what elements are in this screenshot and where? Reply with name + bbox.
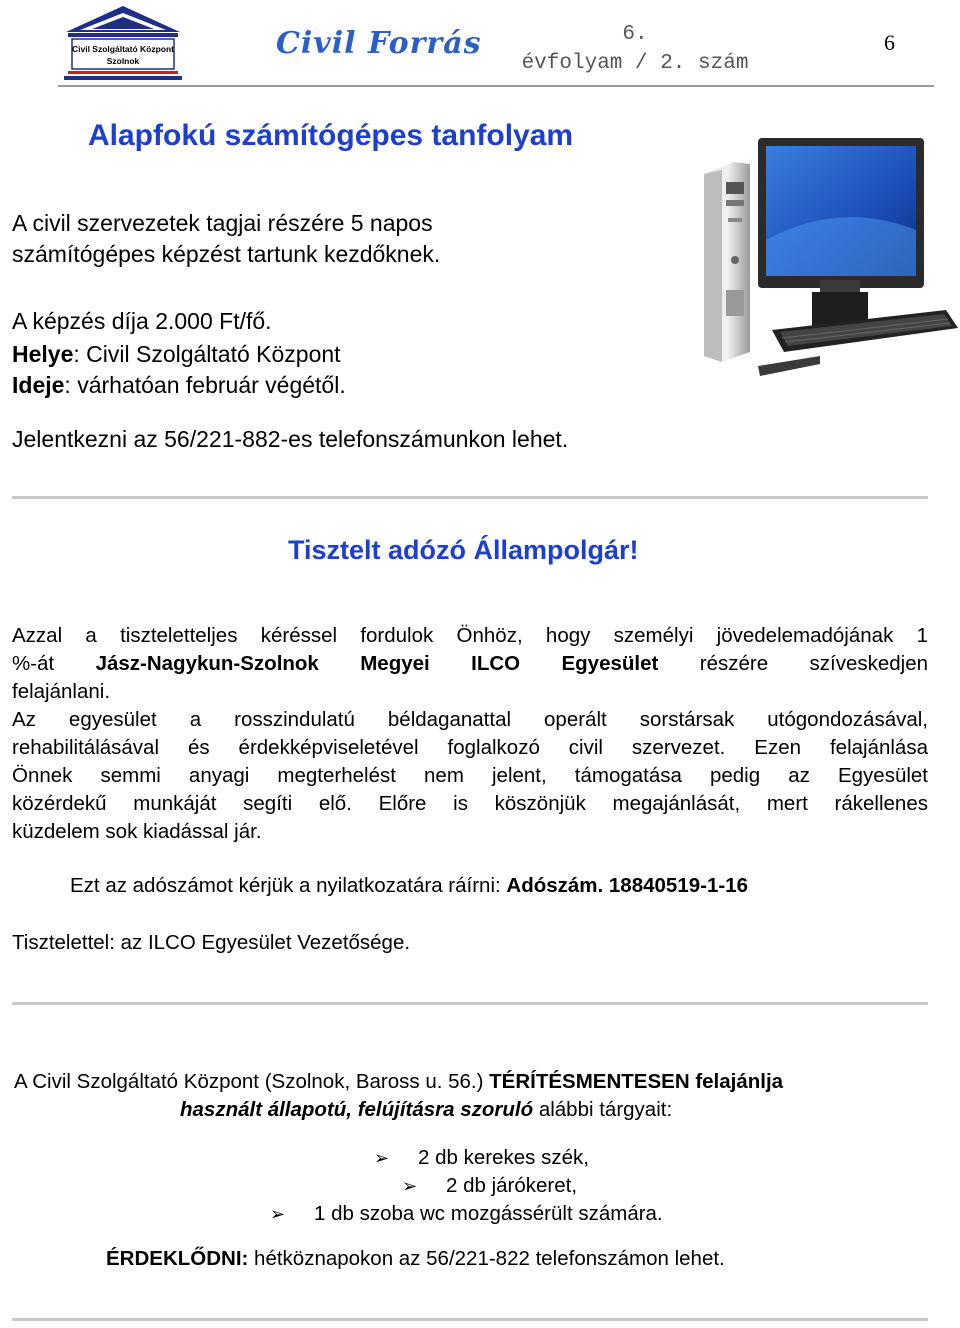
footer-divider [12, 1318, 928, 1321]
course-line-2: számítógépes képzést tartunk kezdőknek. [12, 241, 441, 267]
tax-p1-prefix: %-át [12, 652, 96, 675]
course-place [12, 338, 341, 370]
tax-p2-line-3: Önnek semmi anyagi megterhelést nem jelent, támogatása pedig az Egyesület [12, 764, 928, 787]
offer-condition-emphasis: használt állapotú, felújításra szoruló [180, 1098, 534, 1121]
offer-item-text: 2 db kerekes szék, [418, 1146, 589, 1169]
offer-line-2 [180, 1096, 672, 1124]
section-divider-2 [12, 1002, 928, 1005]
offer-line-1-prefix: A Civil Szolgáltató Központ (Szolnok, Baross u. 56.) [14, 1070, 490, 1093]
tax-p2-line-1: Az egyesület a rosszindulatú béldaganattal operált sorstársak utógondozásával, [12, 708, 928, 731]
tax-p1-line-1: Azzal a tiszteletteljes kéréssel fordulok Önhöz, hogy személyi jövedelemadójának 1 [12, 624, 928, 647]
page-number: 6 [884, 30, 895, 55]
svg-text:Szolnok: Szolnok [106, 56, 140, 66]
arrow-bullet-icon: ➢ [374, 1148, 390, 1169]
offer-contact [106, 1245, 725, 1273]
tax-id-line [70, 872, 748, 900]
tax-heading: Tisztelt adózó Állampolgár! [288, 535, 639, 565]
desktop-computer-image [700, 130, 958, 400]
publication-brand: Civil Forrás [276, 26, 482, 61]
offer-item [402, 1172, 577, 1201]
tax-p1-line-3: felajánlani. [12, 680, 111, 703]
ilco-organization-name: Jász-Nagykun-Szolnok Megyei ILCO Egyesület [95, 652, 659, 675]
offer-item [270, 1200, 663, 1229]
offer-free-emphasis: TÉRÍTÉSMENTESEN felajánlja [489, 1070, 784, 1093]
tax-p2-line-2: rehabilitálásával és érdekképviseletével foglalkozó civil szervezet. Ezen felajánlása [12, 736, 928, 759]
svg-text:Civil Szolgáltató Központ: Civil Szolgáltató Központ [72, 44, 174, 54]
course-time-label: Ideje [12, 372, 65, 398]
course-title: Alapfokú számítógépes tanfolyam [88, 119, 574, 152]
offer-item-text: 2 db járókeret, [446, 1174, 578, 1197]
course-apply: Jelentkezni az 56/221-882-es telefonszámunkon lehet. [12, 426, 569, 452]
tax-id-prefix: Ezt az adószámot kérjük a nyilatkozatára ráírni: [70, 874, 507, 897]
offer-contact-label: ÉRDEKLŐDNI: [106, 1247, 249, 1270]
course-time [12, 369, 346, 401]
course-place-label: Helye [12, 341, 74, 367]
tax-p1-line-2 [12, 650, 928, 678]
offer-line-2-suffix: alábbi tárgyait: [533, 1098, 673, 1121]
tax-p1-suffix: részére szíveskedjen [658, 652, 928, 675]
tax-p2-line-5: küzdelem sok kiadással jár. [12, 820, 262, 843]
course-line-1: A civil szervezetek tagjai részére 5 napos [12, 210, 433, 236]
offer-item-text: 1 db szoba wc mozgássérült számára. [314, 1202, 663, 1225]
tax-id-number: Adószám. 18840519-1-16 [506, 874, 748, 897]
issue-volume: évfolyam / 2. szám [521, 52, 749, 75]
course-time-value: : várhatóan február végétől. [64, 372, 346, 398]
issue-number: 6. [622, 23, 648, 46]
arrow-bullet-icon: ➢ [270, 1204, 286, 1225]
header-divider [58, 85, 934, 87]
section-divider-1 [12, 496, 928, 499]
offer-item [374, 1144, 589, 1173]
arrow-bullet-icon: ➢ [402, 1176, 418, 1197]
tax-signature: Tisztelettel: az ILCO Egyesület Vezetősége. [12, 931, 411, 954]
issue-info [500, 20, 770, 78]
offer-line-1 [14, 1068, 783, 1096]
course-place-value: : Civil Szolgáltató Központ [73, 341, 341, 367]
tax-p2-line-4: közérdekű munkáját segíti elő. Előre is köszönjük megajánlását, mert rákellenes [12, 792, 928, 815]
offer-contact-text: hétköznapokon az 56/221-822 telefonszámon lehet. [248, 1247, 725, 1270]
civil-szolgaltato-kozpont-logo [62, 4, 184, 82]
course-fee: A képzés díja 2.000 Ft/fő. [12, 308, 272, 334]
